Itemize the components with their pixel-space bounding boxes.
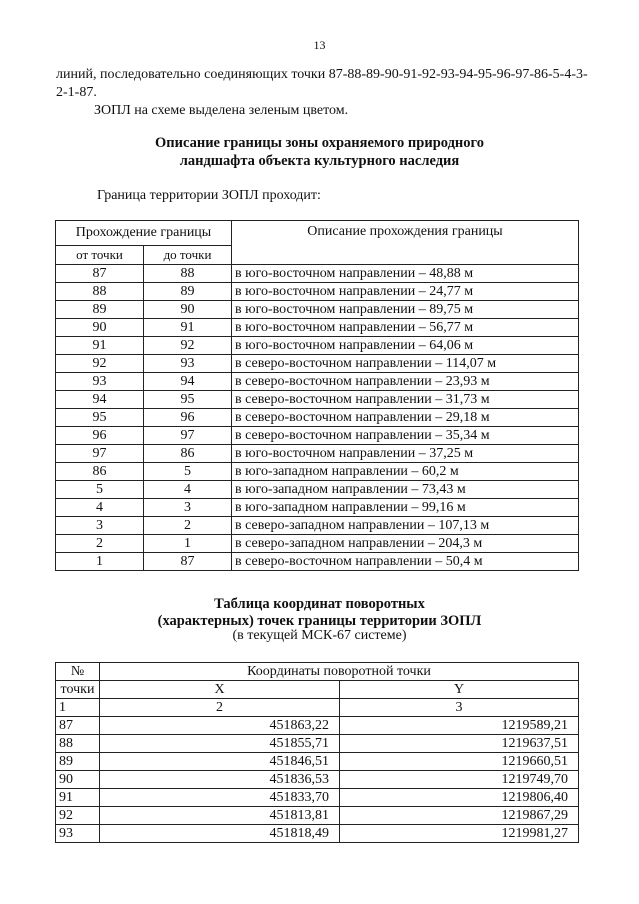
boundary-row [56, 499, 579, 517]
description: в северо-восточном направлении – 35,34 м [232, 427, 579, 445]
description: в северо-западном направлении – 107,13 м [232, 517, 579, 535]
coord-x: 451818,49 [100, 825, 340, 843]
from-point: 87 [56, 265, 144, 283]
header-coordinates: Координаты поворотной точки [100, 663, 579, 681]
description: в юго-восточном направлении – 56,77 м [232, 319, 579, 337]
to-point: 90 [144, 301, 232, 319]
boundary-row [56, 481, 579, 499]
boundary-row [56, 301, 579, 319]
coord-x: 451863,22 [100, 717, 340, 735]
point-number: 87 [56, 717, 100, 735]
to-point: 3 [144, 499, 232, 517]
from-point: 90 [56, 319, 144, 337]
from-point: 89 [56, 301, 144, 319]
to-point: 87 [144, 553, 232, 571]
paragraph-lines: линий, последовательно соединяющих точки 87-88-89-90-91-92-93-94-95-96-97-86-5-4-3-2-1-87. [56, 67, 588, 100]
to-point: 93 [144, 355, 232, 373]
coord-x: 451836,53 [100, 771, 340, 789]
description: в юго-восточном направлении – 89,75 м [232, 301, 579, 319]
from-point: 95 [56, 409, 144, 427]
from-point: 96 [56, 427, 144, 445]
header-y: Y [340, 681, 579, 699]
from-point: 97 [56, 445, 144, 463]
coord-row [56, 789, 579, 807]
page-number: 13 [313, 38, 326, 52]
point-number: 88 [56, 735, 100, 753]
index-col3: 3 [340, 699, 579, 717]
from-point: 94 [56, 391, 144, 409]
to-point: 96 [144, 409, 232, 427]
to-point: 89 [144, 283, 232, 301]
coord-row [56, 807, 579, 825]
description: в юго-западном направлении – 60,2 м [232, 463, 579, 481]
coord-y: 1219749,70 [340, 771, 579, 789]
from-point: 88 [56, 283, 144, 301]
description: в юго-восточном направлении – 48,88 м [232, 265, 579, 283]
boundary-row [56, 463, 579, 481]
description: в северо-восточном направлении – 29,18 м [232, 409, 579, 427]
description: в юго-восточном направлении – 37,25 м [232, 445, 579, 463]
paragraph-green-note: ЗОПЛ на схеме выделена зеленым цветом. [94, 103, 349, 118]
coord-x: 451846,51 [100, 753, 340, 771]
coord-row [56, 717, 579, 735]
description: в юго-западном направлении – 73,43 м [232, 481, 579, 499]
coord-y: 1219981,27 [340, 825, 579, 843]
from-point: 2 [56, 535, 144, 553]
header-from-point: от точки [56, 246, 144, 265]
coord-y: 1219806,40 [340, 789, 579, 807]
from-point: 86 [56, 463, 144, 481]
point-number: 93 [56, 825, 100, 843]
boundary-row [56, 553, 579, 571]
boundary-heading-line1: Описание границы зоны охраняемого природного [154, 135, 485, 151]
description: в северо-восточном направлении – 50,4 м [232, 553, 579, 571]
description: в северо-западном направлении – 204,3 м [232, 535, 579, 553]
coord-y: 1219867,29 [340, 807, 579, 825]
index-col2: 2 [100, 699, 340, 717]
from-point: 1 [56, 553, 144, 571]
header-to-point: до точки [144, 246, 232, 265]
boundary-row [56, 337, 579, 355]
to-point: 92 [144, 337, 232, 355]
coord-y: 1219660,51 [340, 753, 579, 771]
coord-x: 451855,71 [100, 735, 340, 753]
to-point: 86 [144, 445, 232, 463]
to-point: 97 [144, 427, 232, 445]
coords-subheading: (в текущей МСК-67 системе) [232, 628, 407, 643]
header-point: точки [56, 681, 100, 699]
boundary-heading [0, 134, 639, 170]
point-number: 91 [56, 789, 100, 807]
to-point: 95 [144, 391, 232, 409]
description: в юго-восточном направлении – 24,77 м [232, 283, 579, 301]
to-point: 4 [144, 481, 232, 499]
boundary-row [56, 319, 579, 337]
boundary-heading-line2: ландшафта объекта культурного наследия [179, 153, 460, 169]
from-point: 92 [56, 355, 144, 373]
description: в северо-восточном направлении – 114,07 м [232, 355, 579, 373]
to-point: 1 [144, 535, 232, 553]
coords-heading-line2: (характерных) точек границы территории ЗОПЛ [157, 613, 482, 629]
to-point: 2 [144, 517, 232, 535]
header-description: Описание прохождения границы [232, 221, 579, 265]
to-point: 91 [144, 319, 232, 337]
coord-row [56, 771, 579, 789]
to-point: 88 [144, 265, 232, 283]
boundary-row [56, 409, 579, 427]
coord-row [56, 753, 579, 771]
boundary-row [56, 283, 579, 301]
description: в юго-западном направлении – 99,16 м [232, 499, 579, 517]
description: в северо-восточном направлении – 23,93 м [232, 373, 579, 391]
coord-row [56, 825, 579, 843]
from-point: 91 [56, 337, 144, 355]
boundary-row [56, 445, 579, 463]
point-number: 92 [56, 807, 100, 825]
coord-y: 1219589,21 [340, 717, 579, 735]
to-point: 94 [144, 373, 232, 391]
coord-x: 451833,70 [100, 789, 340, 807]
from-point: 93 [56, 373, 144, 391]
coordinates-table [55, 662, 579, 843]
coord-x: 451813,81 [100, 807, 340, 825]
coords-heading [0, 596, 639, 630]
header-passage: Прохождение границы [56, 221, 232, 246]
boundary-row [56, 535, 579, 553]
boundary-row [56, 373, 579, 391]
point-number: 90 [56, 771, 100, 789]
description: в северо-восточном направлении – 31,73 м [232, 391, 579, 409]
boundary-intro: Граница территории ЗОПЛ проходит: [97, 188, 321, 203]
to-point: 5 [144, 463, 232, 481]
boundary-row [56, 427, 579, 445]
coord-y: 1219637,51 [340, 735, 579, 753]
index-col1: 1 [56, 699, 100, 717]
from-point: 3 [56, 517, 144, 535]
from-point: 5 [56, 481, 144, 499]
description: в юго-восточном направлении – 64,06 м [232, 337, 579, 355]
point-number: 89 [56, 753, 100, 771]
coords-heading-line1: Таблица координат поворотных [214, 596, 425, 612]
header-number: № [56, 663, 100, 681]
boundary-row [56, 355, 579, 373]
from-point: 4 [56, 499, 144, 517]
header-x: X [100, 681, 340, 699]
boundary-row [56, 265, 579, 283]
boundary-table [55, 220, 579, 571]
boundary-row [56, 517, 579, 535]
coord-row [56, 735, 579, 753]
boundary-row [56, 391, 579, 409]
